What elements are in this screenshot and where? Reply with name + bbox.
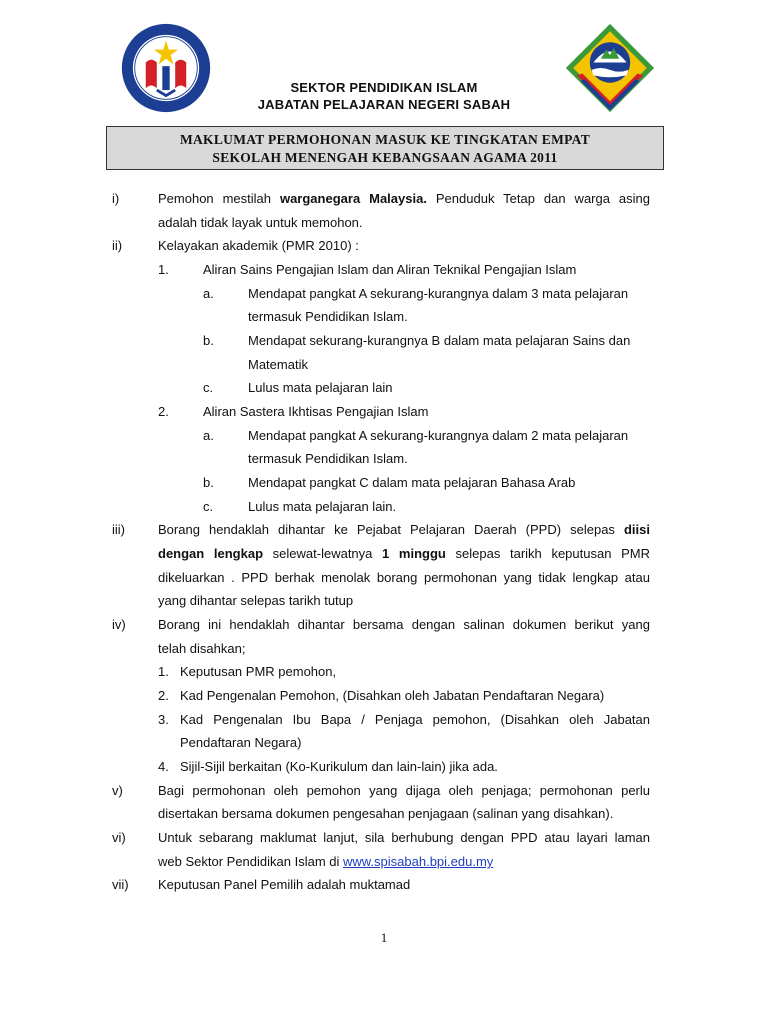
item-iii-num: iii) (112, 522, 125, 537)
item-iv-4-text: Sijil-Sijil berkaitan (Ko-Kurikulum dan lain-lain) jika ada. (180, 759, 498, 774)
item-vi-line-2: web Sektor Pendidikan Islam di www.spisabah.bpi.edu.my (158, 854, 494, 869)
page-number: 1 (380, 930, 388, 945)
document-title-box (106, 126, 664, 170)
item-ii-1-text: Aliran Sains Pengajian Islam dan Aliran Teknikal Pengajian Islam (203, 262, 577, 277)
item-ii-1c-num: c. (203, 380, 214, 395)
item-vii-num: vii) (112, 877, 129, 892)
item-vi-line-1: Untuk sebarang maklumat lanjut, sila berhubung dengan PPD atau layari laman (158, 830, 650, 845)
item-ii-1c-text: Lulus mata pelajaran lain (248, 380, 393, 395)
title-line-1: MAKLUMAT PERMOHONAN MASUK KE TINGKATAN EMPAT (179, 132, 591, 147)
header-line-1: SEKTOR PENDIDIKAN ISLAM (290, 80, 478, 95)
item-ii-1b-num: b. (203, 333, 214, 348)
item-ii-2c-text: Lulus mata pelajaran lain. (248, 499, 397, 514)
item-iii-line-1: Borang hendaklah dihantar ke Pejabat Pelajaran Daerah (PPD) selepas diisi (158, 522, 650, 537)
item-ii-2c-num: c. (203, 499, 214, 514)
item-ii-2b-text: Mendapat pangkat C dalam mata pelajaran Bahasa Arab (248, 475, 576, 490)
item-i-line-1: Pemohon mestilah warganegara Malaysia. Penduduk Tetap dan warga asing (158, 191, 650, 206)
item-iv-num: iv) (112, 617, 126, 632)
item-ii-2-text: Aliran Sastera Ikhtisas Pengajian Islam (203, 404, 429, 419)
header-line-2: JABATAN PELAJARAN NEGERI SABAH (257, 97, 511, 112)
item-ii-2b-num: b. (203, 475, 214, 490)
title-line-2: SEKOLAH MENENGAH KEBANGSAAN AGAMA 2011 (212, 150, 558, 165)
item-iv-1-text: Keputusan PMR pemohon, (180, 664, 337, 679)
item-vi-num: vi) (112, 830, 126, 845)
item-iv-2-text: Kad Pengenalan Pemohon, (Disahkan oleh Jabatan Pendaftaran Negara) (180, 688, 605, 703)
item-iv-line-1: Borang ini hendaklah dihantar bersama dengan salinan dokumen berikut yang (158, 617, 650, 632)
item-v-num: v) (112, 783, 123, 798)
item-ii-2-num: 2. (158, 404, 169, 419)
item-iv-3-num: 3. (158, 712, 169, 727)
item-ii-1a-num: a. (203, 286, 214, 301)
item-ii-2a-num: a. (203, 428, 214, 443)
item-iv-1-num: 1. (158, 664, 169, 679)
item-vii-text: Keputusan Panel Pemilih adalah muktamad (158, 877, 411, 892)
item-ii-1a-line-1: Mendapat pangkat A sekurang-kurangnya dalam 3 mata pelajaran (248, 286, 629, 301)
item-ii-1b-line-1: Mendapat sekurang-kurangnya B dalam mata pelajaran Sains dan (248, 333, 631, 348)
item-ii-2a-line-2: termasuk Pendidikan Islam. (248, 451, 408, 466)
item-ii-1a-line-2: termasuk Pendidikan Islam. (248, 309, 408, 324)
item-iii-line-3: dikeluarkan . PPD berhak menolak borang permohonan yang tidak lengkap atau (158, 570, 650, 585)
item-iv-4-num: 4. (158, 759, 169, 774)
item-iv-3-line-2: Pendaftaran Negara) (180, 735, 302, 750)
item-ii-1b-line-2: Matematik (248, 357, 308, 372)
item-v-line-1: Bagi permohonan oleh pemohon yang dijaga oleh penjaga; permohonan perlu (158, 783, 650, 798)
spisabah-website-link[interactable]: www.spisabah.bpi.edu.my (342, 854, 494, 869)
item-ii-line-1: Kelayakan akademik (PMR 2010) : (158, 238, 359, 253)
item-i-line-2: adalah tidak layak untuk memohon. (158, 215, 363, 230)
item-v-line-2: disertakan bersama dokumen pengesahan penjagaan (salinan yang disahkan). (158, 806, 614, 821)
item-iii-line-4: yang dihantar selepas tarikh tutup (158, 593, 354, 608)
item-i-num: i) (112, 191, 120, 206)
item-ii-1-num: 1. (158, 262, 169, 277)
item-ii-2a-line-1: Mendapat pangkat A sekurang-kurangnya dalam 2 mata pelajaran (248, 428, 629, 443)
item-ii-num: ii) (112, 238, 123, 253)
item-iv-2-num: 2. (158, 688, 169, 703)
item-iv-line-2: telah disahkan; (158, 641, 246, 656)
item-iv-3-line-1: Kad Pengenalan Ibu Bapa / Penjaga pemohon, (Disahkan oleh Jabatan (180, 712, 650, 727)
item-iii-line-2: dengan lengkap selewat-lewatnya 1 minggu selepas tarikh keputusan PMR (158, 546, 650, 561)
